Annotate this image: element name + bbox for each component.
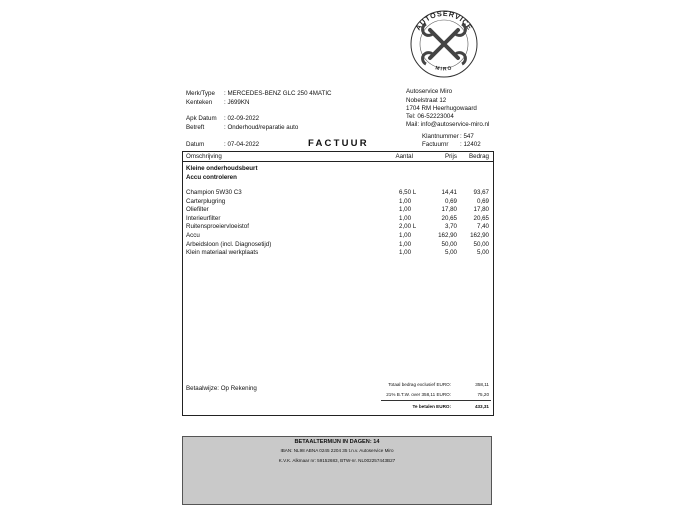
invoice-title: FACTUUR xyxy=(308,138,369,149)
totaal-excl-value: 358,11 xyxy=(475,382,489,387)
company-street: Nobelstraat 12 xyxy=(406,97,447,104)
cell-bedrag: 50,00 xyxy=(473,240,489,248)
cell-omschrijving: Accu xyxy=(186,232,200,239)
kenteken-value: : J699KN xyxy=(224,99,250,106)
te-betalen-value: 433,31 xyxy=(474,404,489,409)
cell-prijs: 3,70 xyxy=(444,223,457,231)
cell-omschrijving: Ruitensproeiervloeistof xyxy=(186,223,249,231)
section-title: Kleine onderhoudsbeurt xyxy=(186,165,258,172)
totaal-excl-label: Totaal bedrag exclusief EURO: xyxy=(388,382,451,387)
table-row xyxy=(183,189,493,197)
logo-bottom-text: MIRO xyxy=(434,65,454,73)
te-betalen-label: Te betalen EURO: xyxy=(412,404,451,409)
datum-label: Datum xyxy=(186,141,205,148)
header-prijs: Prijs xyxy=(444,153,457,160)
cell-bedrag: 0,69 xyxy=(476,197,489,205)
section-subtitle: Accu controleren xyxy=(186,174,237,181)
totals-divider xyxy=(381,400,491,401)
betreft-label: Betreft xyxy=(186,124,205,131)
cell-aantal: 1,00 xyxy=(399,197,412,205)
table-header xyxy=(183,152,493,162)
cell-bedrag: 20,65 xyxy=(473,214,489,222)
cell-omschrijving: Arbeidsloon (incl. Diagnosetijd) xyxy=(186,240,272,248)
table-row xyxy=(183,249,493,257)
cell-omschrijving: Interieurfilter xyxy=(186,214,221,222)
kenteken-label: Kenteken xyxy=(186,99,213,106)
crossed-wrenches-icon xyxy=(404,6,484,82)
header-bedrag: Bedrag xyxy=(469,153,489,160)
company-phone: Tel: 06-52223004 xyxy=(406,113,454,120)
datum-value: : 07-04-2022 xyxy=(224,141,260,148)
logo-top-text: AUTOSERVICE xyxy=(413,8,475,32)
iban: IBAN: NL98 ABNA 0245 2204 35 t.n.v. Autoservice Miro xyxy=(280,448,394,453)
merk-label: Merk/Type xyxy=(186,90,215,97)
btw-label: 21% B.T.W. over 358,11 EURO: xyxy=(386,392,451,397)
cell-bedrag: 162,90 xyxy=(470,232,489,239)
cell-prijs: 0,69 xyxy=(444,197,457,205)
cell-prijs: 50,00 xyxy=(441,240,457,248)
btw-value: 75,20 xyxy=(477,392,489,397)
betaalwijze: Betaalwijze: Op Rekening xyxy=(186,385,257,392)
table-row xyxy=(183,198,493,206)
cell-aantal: 1,00 xyxy=(399,206,412,214)
cell-prijs: 162,90 xyxy=(438,232,457,239)
cell-prijs: 17,80 xyxy=(441,206,457,214)
cell-prijs: 5,00 xyxy=(444,249,457,257)
betaaltermijn: BETAALTERMIJN IN DAGEN: 14 xyxy=(294,439,380,445)
cell-bedrag: 7,40 xyxy=(476,223,489,231)
cell-aantal: 2,00 L xyxy=(399,223,417,231)
apk-label: Apk Datum xyxy=(186,115,217,122)
cell-omschrijving: Carterplugring xyxy=(186,197,226,205)
cell-aantal: 1,00 xyxy=(399,214,412,222)
svg-text:MIRO xyxy=(435,65,454,72)
svg-text:AUTOSERVICE xyxy=(413,9,474,32)
company-name: Autoservice Miro xyxy=(406,88,453,95)
payment-footer xyxy=(182,436,492,505)
klantnummer-value: : 547 xyxy=(460,133,474,140)
factuurnr-label: Factuurnr xyxy=(422,141,449,148)
table-row xyxy=(183,232,493,240)
cell-prijs: 14,41 xyxy=(441,189,457,196)
company-city: 1704 RM Heerhugowaard xyxy=(406,105,477,112)
cell-aantal: 6,50 L xyxy=(399,189,417,196)
cell-omschrijving: Champion 5W30 C3 xyxy=(186,189,242,196)
cell-bedrag: 17,80 xyxy=(473,206,489,214)
table-row xyxy=(183,223,493,231)
kvk: K.V.K. Alkmaar nr: 59152683, BTW-nr. NL002257443B27 xyxy=(278,458,396,463)
merk-value: : MERCEDES-BENZ GLC 250 4MATIC xyxy=(224,90,332,97)
cell-aantal: 1,00 xyxy=(399,249,412,257)
cell-aantal: 1,00 xyxy=(399,240,412,248)
cell-bedrag: 93,67 xyxy=(473,189,489,196)
table-row xyxy=(183,241,493,249)
company-email: Mail: info@autoservice-miro.nl xyxy=(406,121,490,128)
cell-aantal: 1,00 xyxy=(399,232,412,239)
invoice-table xyxy=(182,151,494,416)
apk-value: : 02-09-2022 xyxy=(224,115,260,122)
header-omschrijving: Omschrijving xyxy=(186,153,222,160)
betreft-value: : Onderhoud/reparatie auto xyxy=(224,124,299,131)
company-logo xyxy=(404,6,484,82)
table-row xyxy=(183,206,493,214)
cell-omschrijving: Oliefilter xyxy=(186,206,209,214)
table-row xyxy=(183,215,493,223)
cell-prijs: 20,65 xyxy=(441,214,457,222)
header-aantal: Aantal xyxy=(395,153,413,160)
factuurnr-value: : 12402 xyxy=(460,141,481,148)
cell-bedrag: 5,00 xyxy=(476,249,489,257)
cell-omschrijving: Klein materiaal werkplaats xyxy=(186,249,259,257)
klantnummer-label: Klantnummer xyxy=(422,133,459,140)
